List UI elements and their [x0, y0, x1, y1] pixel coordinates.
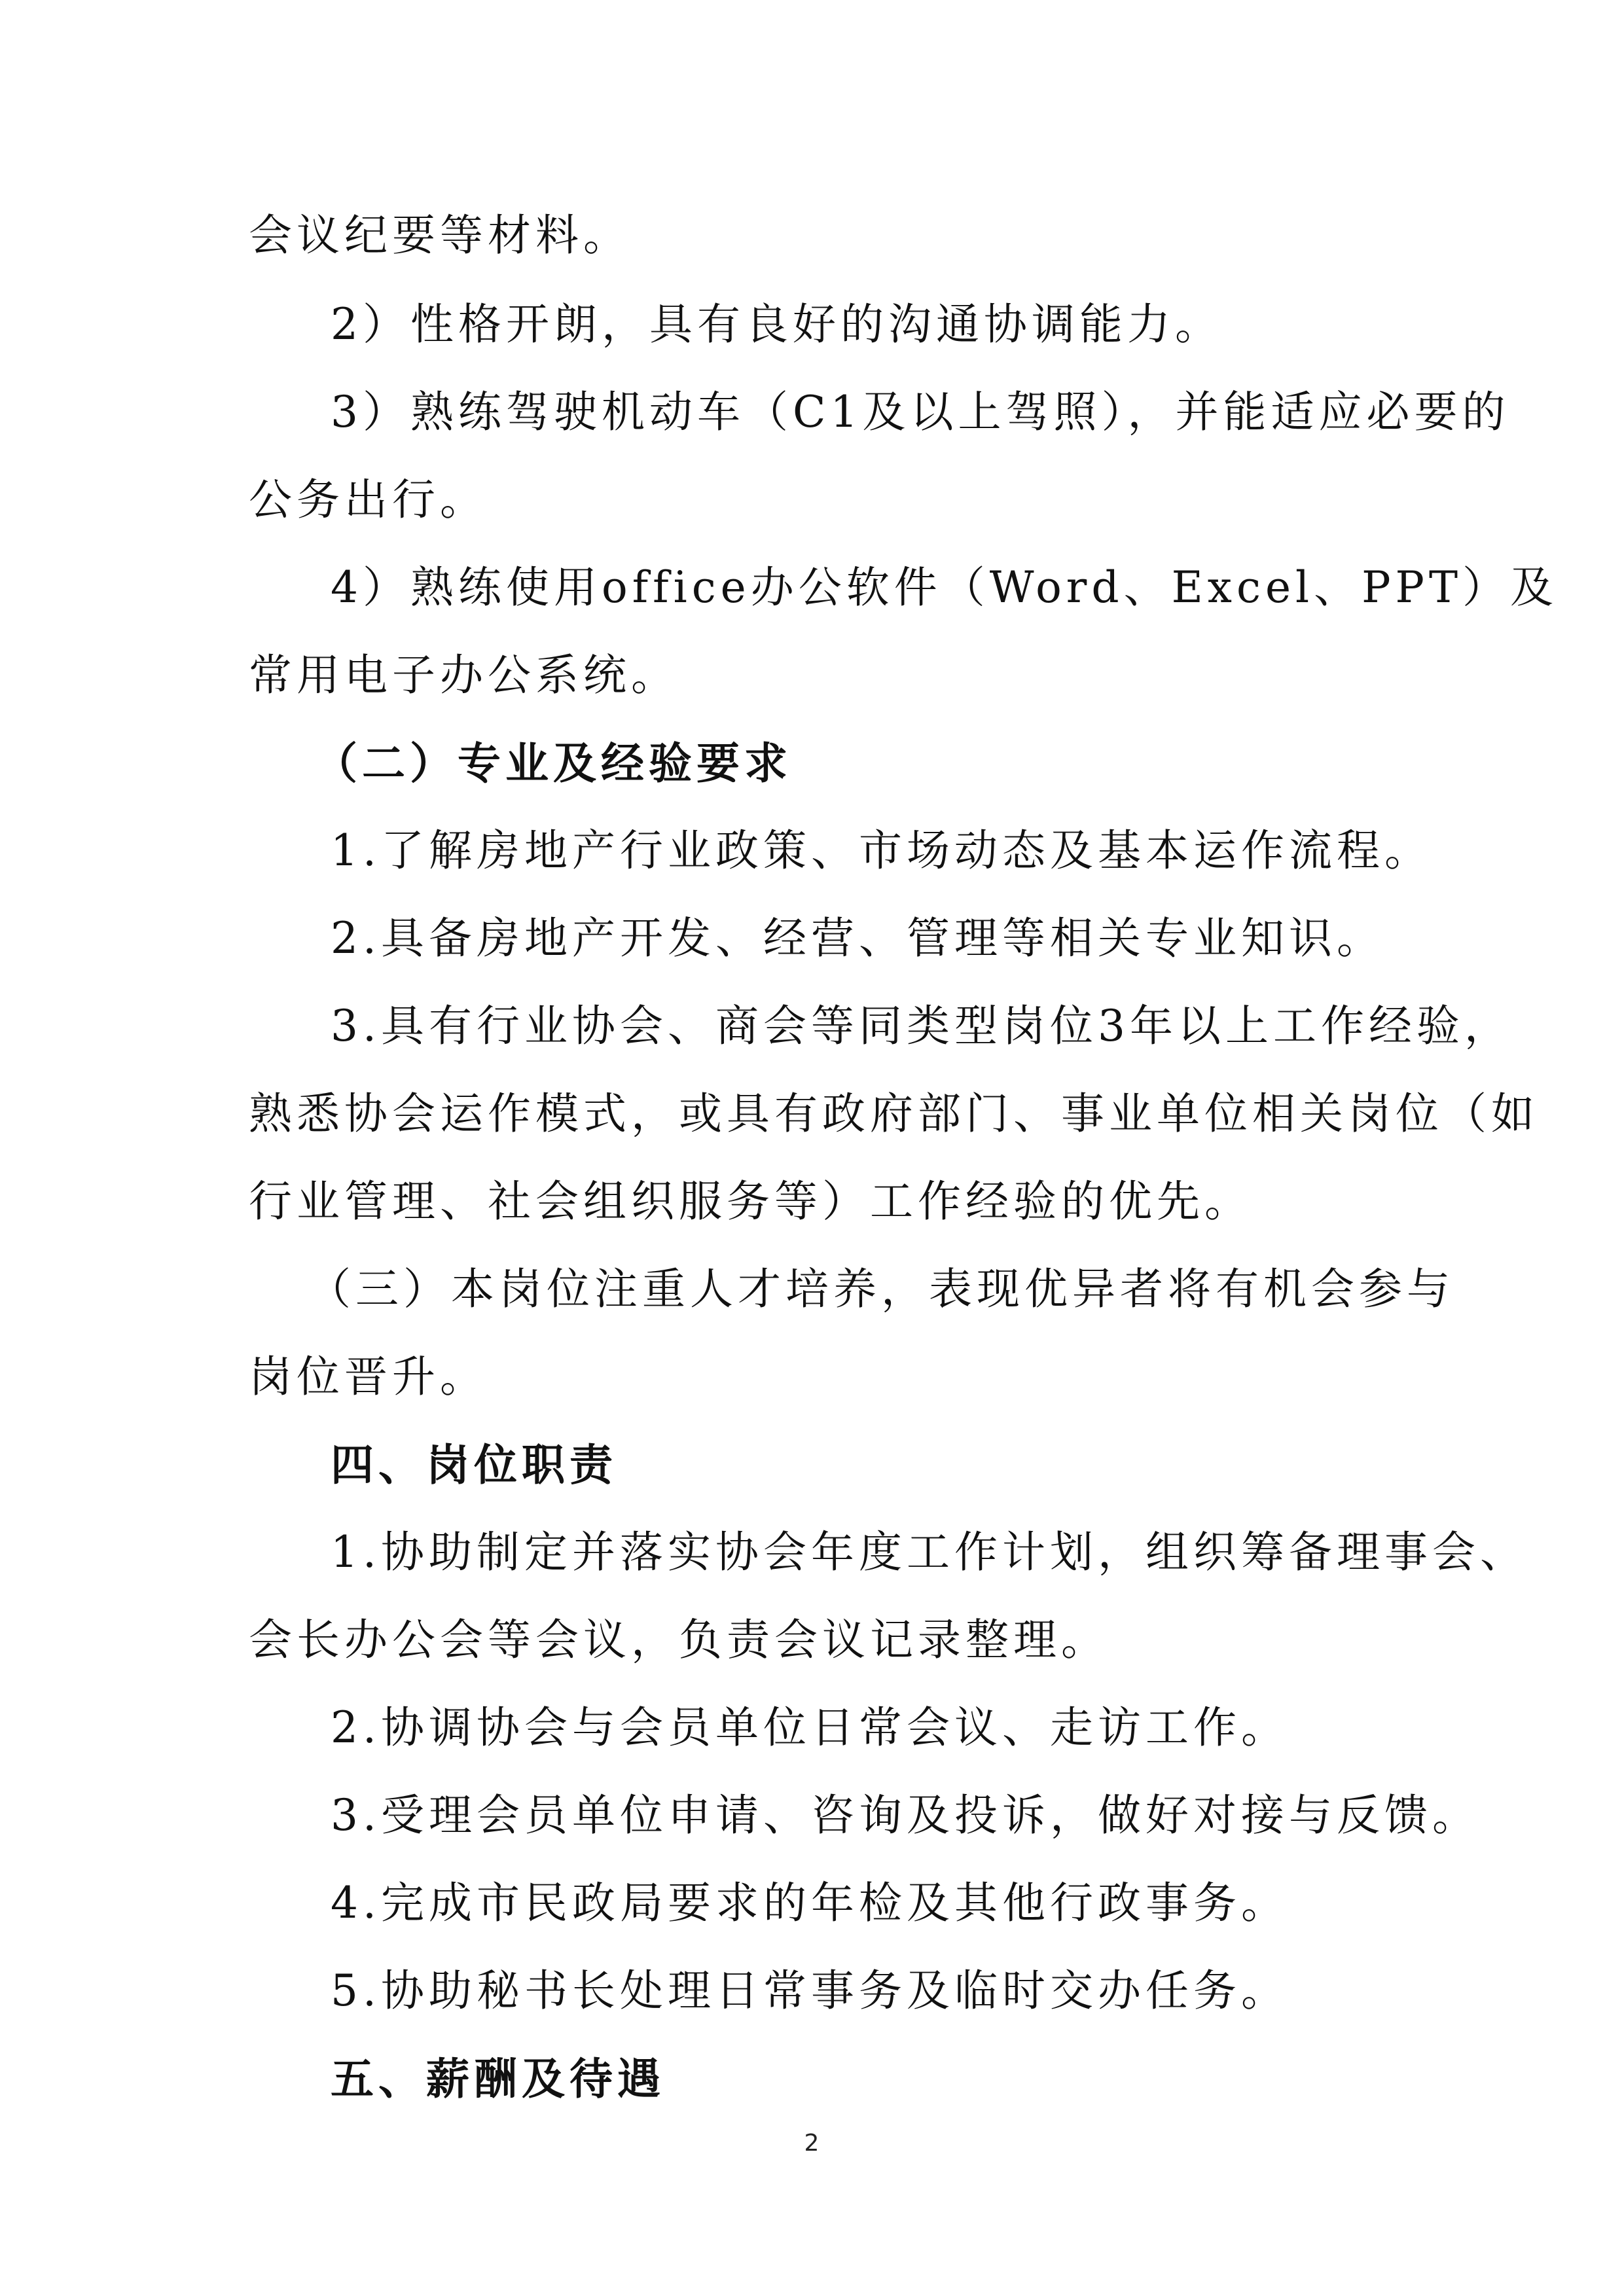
duty-item-5: 5.协助秘书长处理日常事务及临时交办任务。 [331, 1965, 1289, 2016]
experience-item-3-continued-b: 行业管理、社会组织服务等）工作经验的优先。 [249, 1176, 1252, 1227]
page-number: 2 [804, 2130, 820, 2157]
requirement-item-4-continued: 常用电子办公系统。 [249, 650, 679, 700]
section-talent-development: （三）本岗位注重人才培养，表现优异者将有机会参与 [308, 1264, 1454, 1314]
requirement-item-4: 4）熟练使用office办公软件（Word、Excel、PPT）及 [331, 562, 1558, 613]
section-talent-development-continued: 岗位晋升。 [249, 1352, 488, 1402]
experience-item-2: 2.具备房地产开发、经营、管理等相关专业知识。 [331, 913, 1384, 963]
duty-item-1: 1.协助制定并落实协会年度工作计划，组织筹备理事会、 [331, 1527, 1528, 1577]
duty-item-3: 3.受理会员单位申请、咨询及投诉，做好对接与反馈。 [331, 1790, 1480, 1840]
duty-item-1-continued: 会长办公会等会议，负责会议记录整理。 [249, 1615, 1109, 1665]
section-heading-professional-experience: （二）专业及经验要求 [314, 738, 792, 789]
experience-item-3: 3.具有行业协会、商会等同类型岗位3年以上工作经验， [331, 1001, 1512, 1051]
section-heading-compensation: 五、薪酬及待遇 [331, 2053, 665, 2104]
duty-item-2: 2.协调协会与会员单位日常会议、走访工作。 [331, 1702, 1289, 1753]
requirement-item-3: 3）熟练驾驶机动车（C1及以上驾照），并能适应必要的 [331, 387, 1510, 437]
experience-item-3-continued-a: 熟悉协会运作模式，或具有政府部门、事业单位相关岗位（如 [249, 1088, 1539, 1139]
section-heading-duties: 四、岗位职责 [331, 1439, 617, 1490]
requirement-item-2: 2）性格开朗，具有良好的沟通协调能力。 [331, 299, 1223, 350]
requirement-item-3-continued: 公务出行。 [249, 475, 488, 525]
paragraph-line-1: 会议纪要等材料。 [249, 210, 631, 260]
duty-item-4: 4.完成市民政局要求的年检及其他行政事务。 [331, 1878, 1289, 1928]
experience-item-1: 1.了解房地产行业政策、市场动态及基本运作流程。 [331, 825, 1432, 876]
